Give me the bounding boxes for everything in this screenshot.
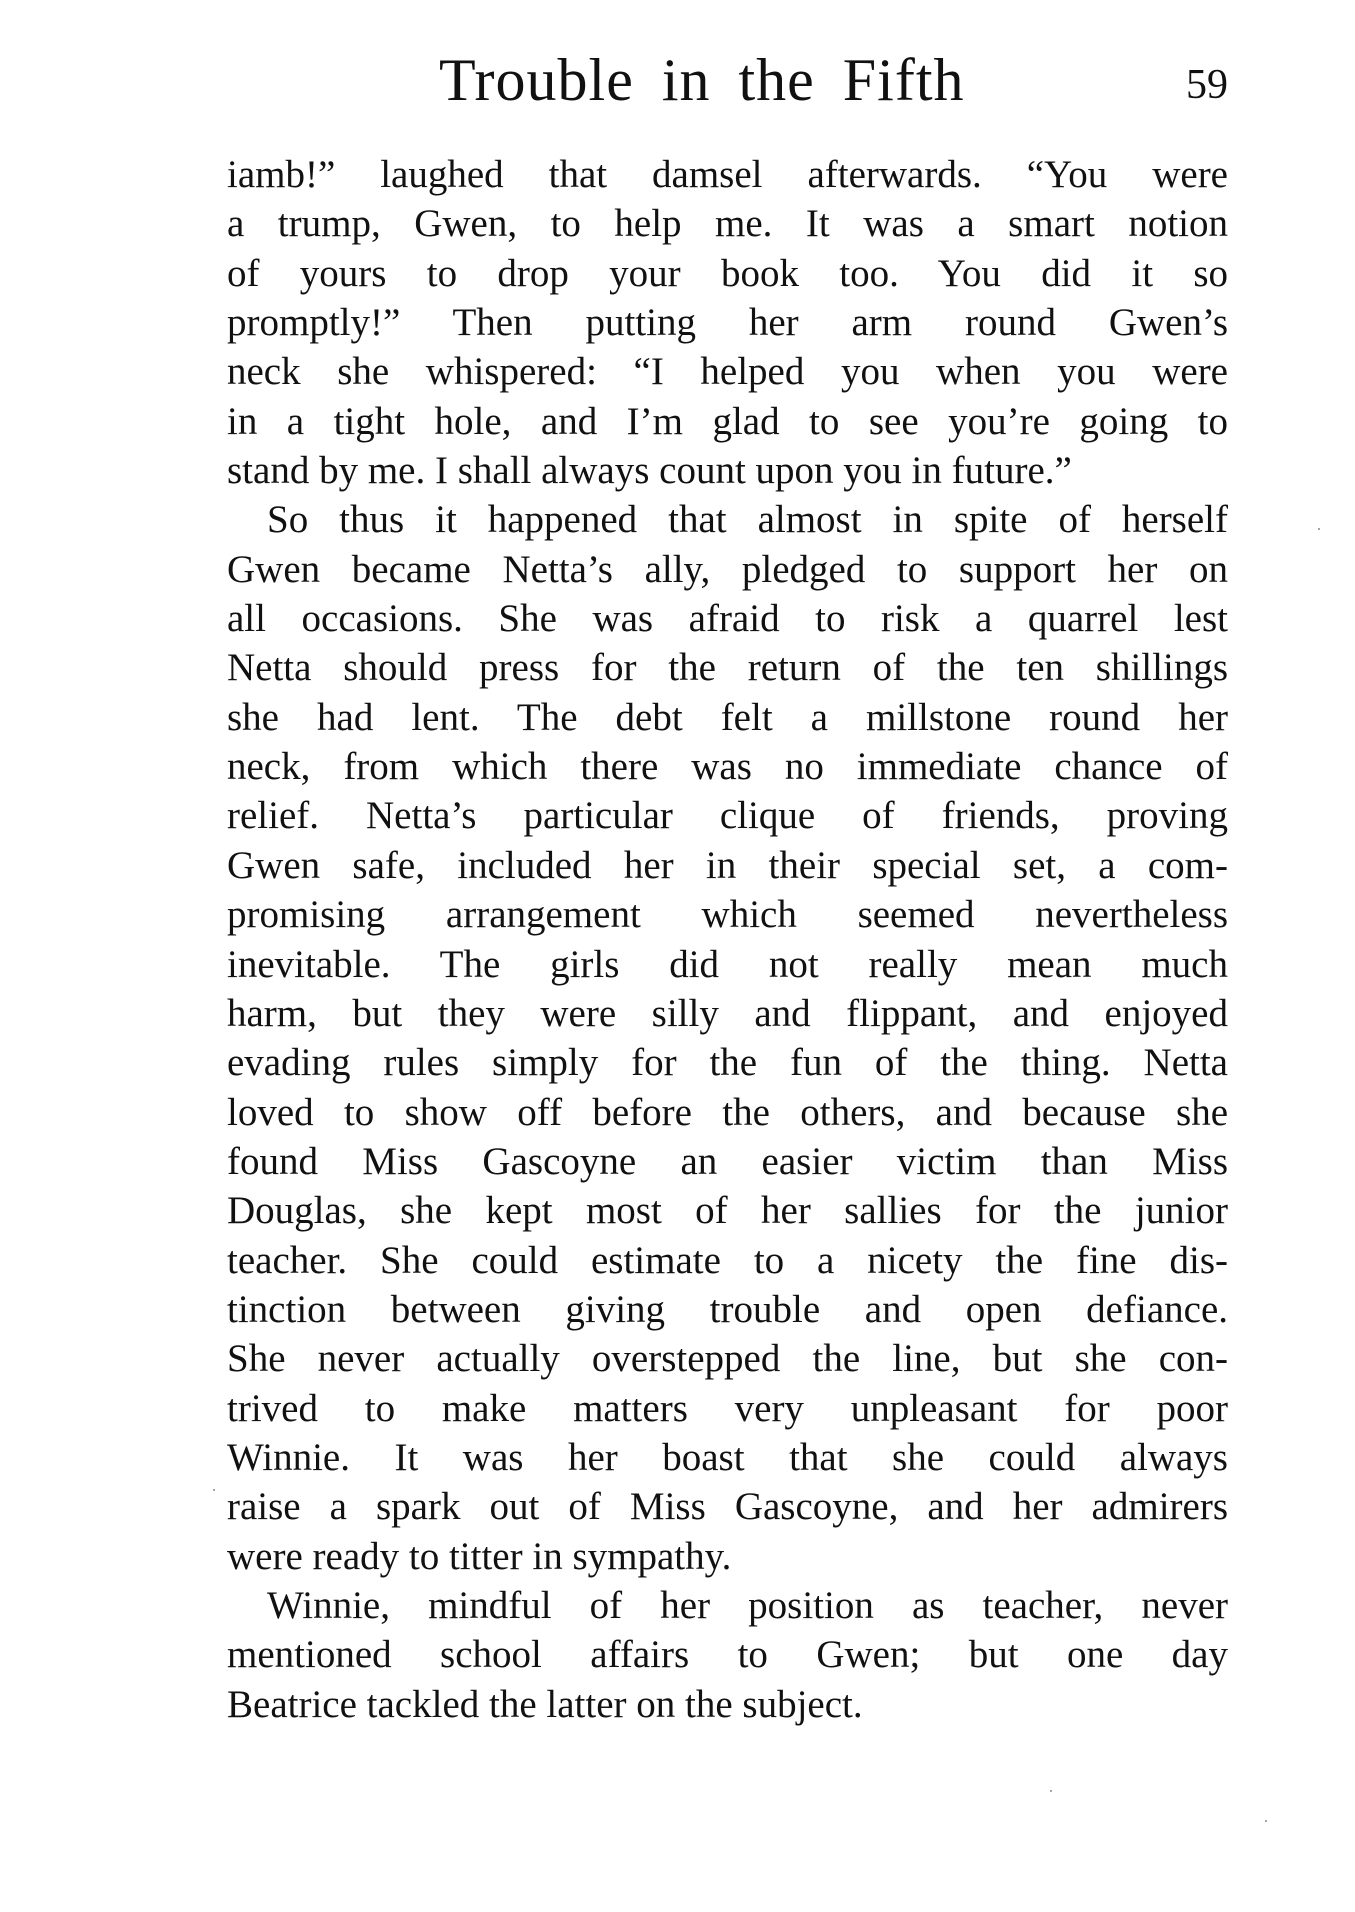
text-line: iamb!” laughed that damsel afterwards. “You were [227,153,1228,196]
text-line: promising arrangement which seemed nevertheless [227,893,1228,937]
paragraph [227,150,1228,495]
text-line: Gwen safe, included her in their special set, a com- [227,843,1228,887]
page-number: 59 [1186,62,1228,108]
scan-speck [1265,1820,1267,1822]
paragraph [227,495,1228,1581]
text-line: Douglas, she kept most of her sallies for the junior [227,1189,1228,1233]
text-line: harm, but they were silly and flippant, and enjoyed [227,991,1228,1035]
body-text [227,150,1228,1729]
text-line: promptly!” Then putting her arm round Gwen’s [227,301,1228,345]
running-title: Trouble in the Fifth [439,47,965,113]
text-line: Netta should press for the return of the ten shillings [227,646,1228,690]
text-line: all occasions. She was afraid to risk a quarrel lest [227,597,1228,641]
text-line: loved to show off before the others, and because she [227,1090,1228,1134]
text-line: she had lent. The debt felt a millstone round her [227,695,1228,739]
text-line: relief. Netta’s particular clique of friends, proving [227,794,1228,838]
text-line: inevitable. The girls did not really mean much [227,942,1228,986]
scan-speck [1318,528,1320,530]
text-line: a trump, Gwen, to help me. It was a smart notion [227,202,1228,246]
text-line: So thus it happened that almost in spite of herself [267,498,1228,542]
scan-speck [213,1489,215,1491]
text-line: stand by me. I shall always count upon you in future.” [227,449,1072,493]
text-line: of yours to drop your book too. You did it so [227,251,1228,295]
text-line: mentioned school affairs to Gwen; but one day [227,1633,1228,1677]
text-line: were ready to titter in sympathy. [227,1534,732,1578]
text-line: found Miss Gascoyne an easier victim than Miss [227,1139,1228,1183]
text-line: She never actually overstepped the line, but she con- [227,1337,1228,1381]
text-line: Winnie, mindful of her position as teacher, never [267,1583,1228,1627]
scan-speck [1050,1790,1052,1792]
text-line: teacher. She could estimate to a nicety the fine dis- [227,1238,1228,1282]
text-line: Winnie. It was her boast that she could always [227,1435,1228,1479]
text-line: tinction between giving trouble and open defiance. [227,1287,1228,1331]
text-line: raise a spark out of Miss Gascoyne, and her admirers [227,1485,1228,1529]
text-line: Gwen became Netta’s ally, pledged to support her on [227,547,1228,591]
text-line: Beatrice tackled the latter on the subject. [227,1682,863,1726]
text-line: evading rules simply for the fun of the thing. Netta [227,1041,1228,1085]
running-head [227,40,1228,120]
text-line: trived to make matters very unpleasant for poor [227,1386,1228,1430]
text-line: neck she whispered: “I helped you when you were [227,350,1228,394]
paragraph [227,1581,1228,1729]
text-line: in a tight hole, and I’m glad to see you’re going to [227,399,1228,443]
text-line: neck, from which there was no immediate chance of [227,745,1228,789]
